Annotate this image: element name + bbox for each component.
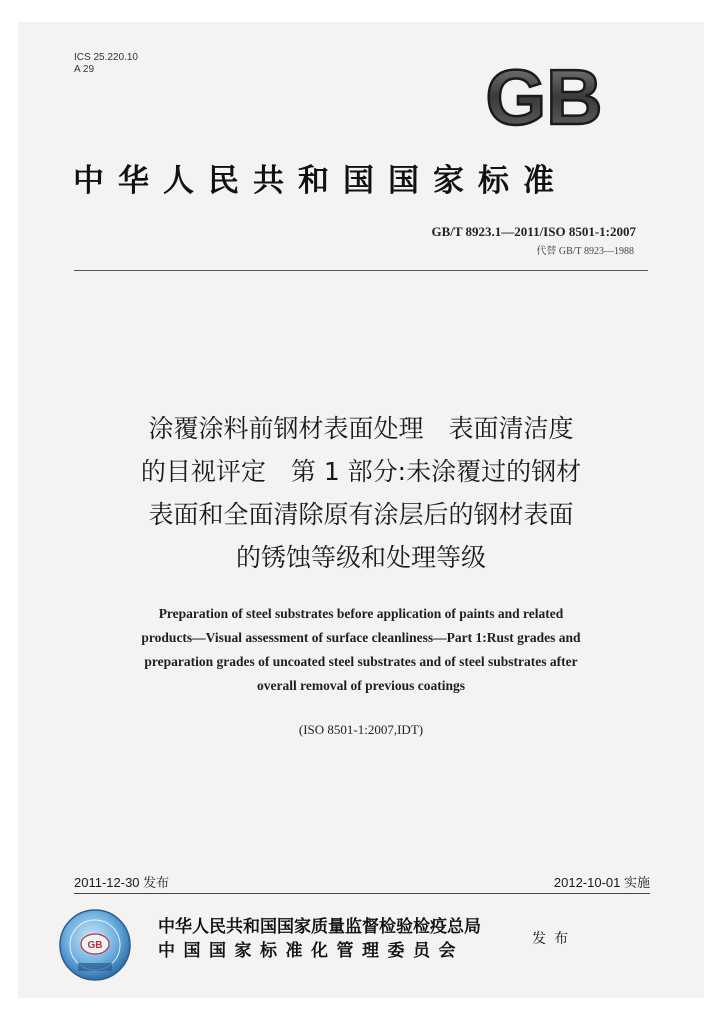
title-en-line: preparation grades of uncoated steel substrates and of steel substrates after [144, 654, 578, 669]
header-divider [74, 270, 648, 271]
title-en-line: Preparation of steel substrates before application of paints and related [158, 606, 564, 621]
svg-text:GB: GB [87, 940, 103, 951]
gb-logo-icon [474, 60, 614, 132]
classification-codes [74, 52, 138, 76]
title-en-line: overall removal of previous coatings [257, 678, 465, 693]
effective-date: 2012-10-01 实施 [553, 875, 650, 890]
title-cn-line: 表面和全面清除原有涂层后的钢材表面 [148, 500, 574, 529]
svg-text:GB: GB [485, 60, 603, 132]
standard-number: GB/T 8923.1—2011/ISO 8501-1:2007 [431, 224, 636, 239]
document-page [18, 22, 704, 998]
document-title-cn [58, 407, 664, 579]
ccs-code: A 29 [74, 64, 95, 75]
title-cn-line: 的锈蚀等级和处理等级 [235, 543, 486, 572]
publish-label: 发布 [532, 931, 576, 947]
anti-counterfeit-seal-icon [58, 908, 132, 982]
title-en-line: products—Visual assessment of surface cleanliness—Part 1:Rust grades and [141, 630, 581, 645]
adoption-note: (ISO 8501-1:2007,IDT) [298, 722, 424, 737]
document-title-en [78, 602, 644, 698]
title-cn-line: 涂覆涂料前钢材表面处理 表面清洁度 [148, 414, 574, 443]
national-standard-title: 中华人民共和国国家标准 [73, 163, 568, 199]
title-cn-line: 的目视评定 第 1 部分:未涂覆过的钢材 [140, 457, 582, 486]
ics-code: ICS 25.220.10 [74, 52, 138, 63]
footer-divider [74, 893, 650, 894]
issuing-authorities [158, 915, 481, 963]
authority-sac: 中国国家标准化管理委员会 [158, 941, 464, 961]
issue-date: 2011-12-30 发布 [74, 875, 170, 890]
replaces-standard: 代替 GB/T 8923—1988 [536, 246, 634, 257]
authority-aqsiq: 中华人民共和国国家质量监督检验检疫总局 [158, 917, 481, 937]
